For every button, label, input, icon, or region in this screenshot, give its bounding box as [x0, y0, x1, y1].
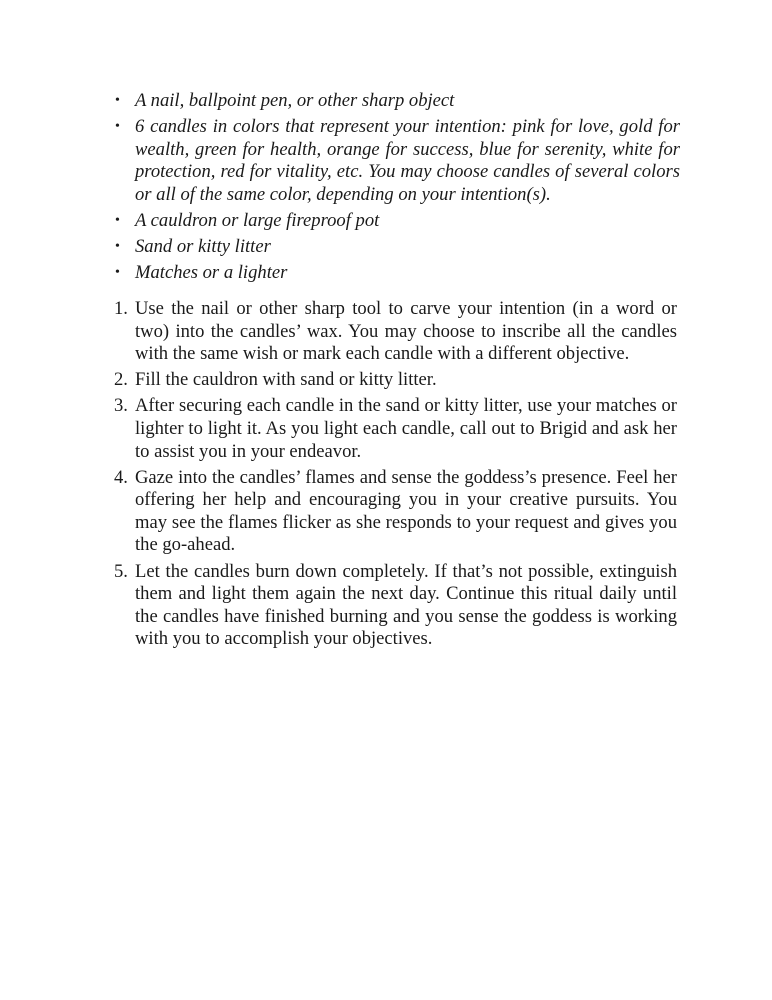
list-item-text: A nail, ballpoint pen, or other sharp object: [135, 90, 455, 111]
step-text: Fill the cauldron with sand or kitty litter.: [135, 369, 437, 391]
list-item-text: Matches or a lighter: [135, 262, 288, 284]
step-number: 5.: [114, 560, 128, 582]
step-number: 3.: [114, 395, 128, 417]
step-number: 4.: [114, 466, 128, 488]
step-text: Use the nail or other sharp tool to carve your intention (in a word or two) into the candles’ wax. You may choose to inscribe all the candles with the same wish or mark each candle with a different objective.: [135, 298, 677, 365]
list-item: [112, 210, 680, 233]
step-number: 2.: [114, 369, 128, 391]
step-item: [112, 298, 677, 366]
step-item: [112, 369, 677, 392]
steps-list: [112, 298, 677, 654]
list-item-text: A cauldron or large fireproof pot: [135, 209, 380, 231]
step-item: [112, 395, 677, 463]
step-text: Let the candles burn down completely. If that’s not possible, extinguish them and light them again the next day. Continue this ritual daily until the candles have finished burning and you sense the goddess is working with you to accomplish your objectives.: [135, 560, 677, 650]
bullet-icon: •: [115, 239, 120, 255]
step-item: [112, 561, 677, 651]
bullet-icon: •: [115, 93, 120, 108]
list-item-text: Sand or kitty litter: [135, 236, 271, 258]
list-item: [112, 262, 680, 285]
bullet-icon: •: [115, 212, 120, 228]
list-item-text: 6 candles in colors that represent your intention: pink for love, gold for wealth, green for health, orange for success, blue for serenity, white for protection, red for vitality, etc. You may choose candles of several colors or all of the same color, depending on your intention(s).: [135, 116, 680, 205]
step-text: After securing each candle in the sand or kitty litter, use your matches or lighter to light it. As you light each candle, call out to Brigid and ask her to assist you in your endeavor.: [135, 395, 677, 462]
list-item: [112, 90, 680, 113]
list-item: [112, 116, 680, 206]
list-item: [112, 236, 680, 259]
step-number: 1.: [114, 298, 128, 319]
materials-list: [112, 90, 680, 288]
bullet-icon: •: [115, 119, 120, 135]
step-item: [112, 467, 677, 557]
bullet-icon: •: [115, 265, 120, 281]
step-text: Gaze into the candles’ flames and sense the goddess’s presence. Feel her offering her help and encouraging you in your creative pursuits. You may see the flames flicker as she responds to your request and gives you the go-ahead.: [135, 466, 677, 556]
